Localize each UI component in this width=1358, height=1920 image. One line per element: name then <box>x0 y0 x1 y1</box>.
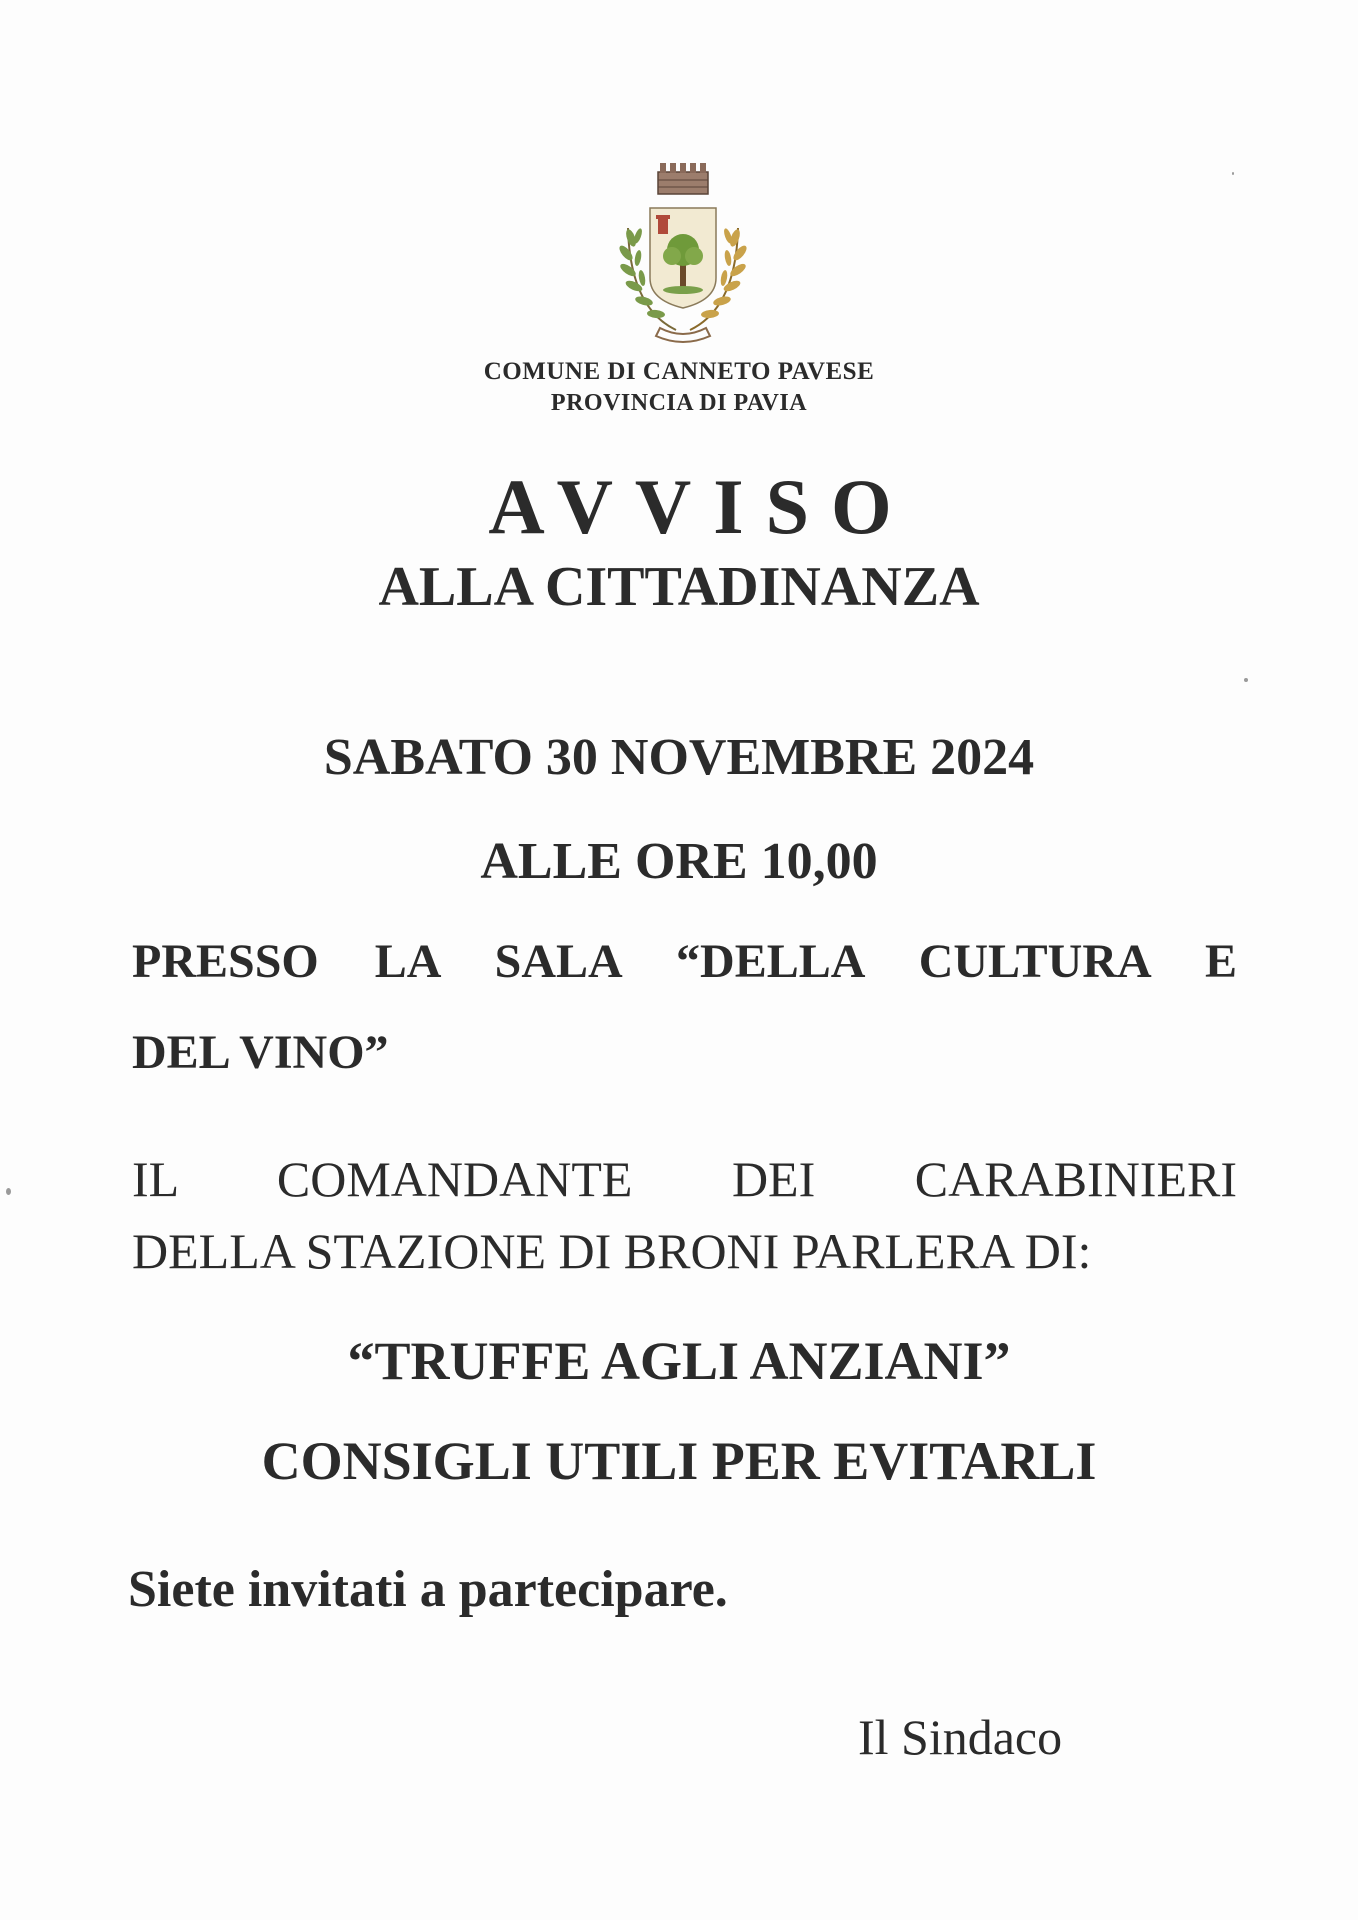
province-name: PROVINCIA DI PAVIA <box>550 390 808 416</box>
talk-topic: “TRUFFE AGLI ANZIANI” <box>347 1331 1011 1391</box>
scan-speck <box>6 1188 11 1195</box>
talk-subtopic: CONSIGLI UTILI PER EVITARLI <box>261 1431 1097 1491</box>
event-venue-line-1: PRESSO LA SALA “DELLA CULTURA E <box>132 935 1237 988</box>
event-venue-line-2: DEL VINO” <box>132 1026 389 1079</box>
event-time: ALLE ORE 10,00 <box>480 833 878 890</box>
municipality-name: COMUNE DI CANNETO PAVESE <box>483 358 875 385</box>
mayor-signature: Il Sindaco <box>858 1709 1063 1765</box>
ribbon-icon <box>656 328 710 342</box>
crown-icon <box>658 163 708 194</box>
notice-subtitle: ALLA CITTADINANZA <box>378 556 980 618</box>
scan-speck <box>1232 172 1234 175</box>
speaker-line-1: IL COMANDANTE DEI CARABINIERI <box>132 1151 1237 1207</box>
notice-title: AVVISO <box>488 463 914 550</box>
scan-speck <box>1244 678 1248 682</box>
invitation-text: Siete invitati a partecipare. <box>128 1561 728 1618</box>
coat-of-arms-icon <box>598 158 768 348</box>
speaker-line-2: DELLA STAZIONE DI BRONI PARLERA DI: <box>132 1223 1092 1279</box>
event-date: SABATO 30 NOVEMBRE 2024 <box>323 729 1035 786</box>
